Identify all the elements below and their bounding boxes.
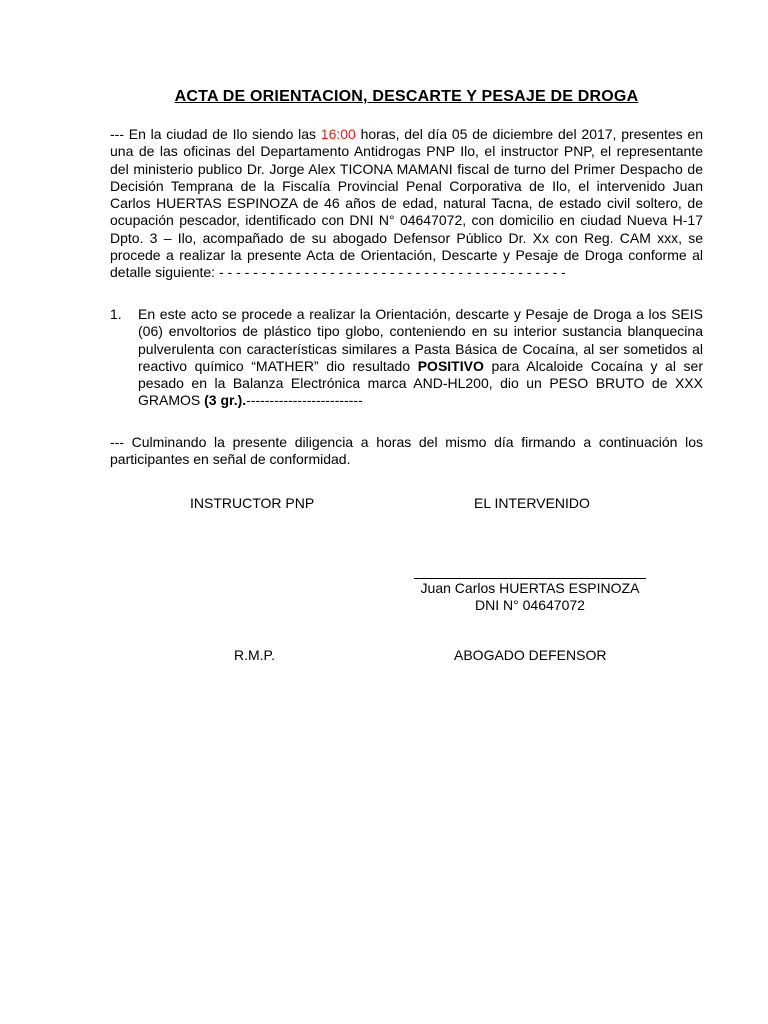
item-text-a: En este acto se procede a realizar la Orientación, descarte y Pesaje de Droga a los SEIS (06) envoltorios de plástico tipo globo, conteniendo en su interior sustancia blanquecina pulverulenta con características similares a Pasta Básica de Cocaína, al ser sometidos al reactivo químico “MATHER” dio resultado <box>138 306 703 374</box>
rmp-label: R.M.P. <box>234 647 275 663</box>
item-dashes: ------------------------- <box>246 392 363 409</box>
paragraph-intro <box>110 126 703 282</box>
item-result-positive: POSITIVO <box>417 357 484 374</box>
intervenido-name: Juan Carlos HUERTAS ESPINOZA <box>420 580 640 596</box>
intro-text: horas, del día 05 de diciembre del 2017, presentes en una de las oficinas del Departamento Antidrogas PNP Ilo, el instructor PNP, el representante del ministerio publico Dr. Jorge Alex TICONA MAMANI fiscal de turno del Primer Despacho de Decisión Temprana de la Fiscalía Provincial Penal Corporativa de Ilo, el intervenido Juan Carlos HUERTAS ESPINOZA de 46 años de edad, natural Tacna, de estado civil soltero, de ocupación pescador, identificado con DNI N° 04647072, con domicilio en ciudad Nueva H-17 Dpto. 3 – Ilo, acompañado de su abogado Defensor Público Dr. Xx con Reg. CAM xxx, se procede a realizar la presente Acta de Orientación, Descarte y Pesaje de Droga conforme al detalle siguiente: - - - - - - - - - - - - - - - - - - - - - - - - - - - - - - - - - - - - - - - - - <box>110 126 703 281</box>
intervenido-dni: DNI N° 04647072 <box>475 597 585 613</box>
abogado-label: ABOGADO DEFENSOR <box>454 647 607 663</box>
signature-line <box>414 578 646 579</box>
list-item-text <box>138 306 703 410</box>
instructor-label: INSTRUCTOR PNP <box>190 495 315 511</box>
list-item-number: 1. <box>110 306 122 322</box>
item-text-b: para Alcaloide Cocaína y al ser pesado en la Balanza Electrónica marca AND-HL200, dio un PESO BRUTO de XXX GRAMOS <box>138 357 703 409</box>
paragraph-closing: --- Culminando la presente diligencia a horas del mismo día firmando a continuación los participantes en señal de conformidad. <box>110 434 703 468</box>
document-title: ACTA DE ORIENTACION, DESCARTE Y PESAJE DE DROGA <box>174 88 639 105</box>
list-item-1 <box>110 306 703 410</box>
intro-time: 16:00 <box>320 126 356 142</box>
intro-prefix: --- En la ciudad de Ilo siendo las <box>110 126 321 142</box>
intervenido-label: EL INTERVENIDO <box>474 495 590 511</box>
item-weight: (3 gr.). <box>204 392 247 409</box>
